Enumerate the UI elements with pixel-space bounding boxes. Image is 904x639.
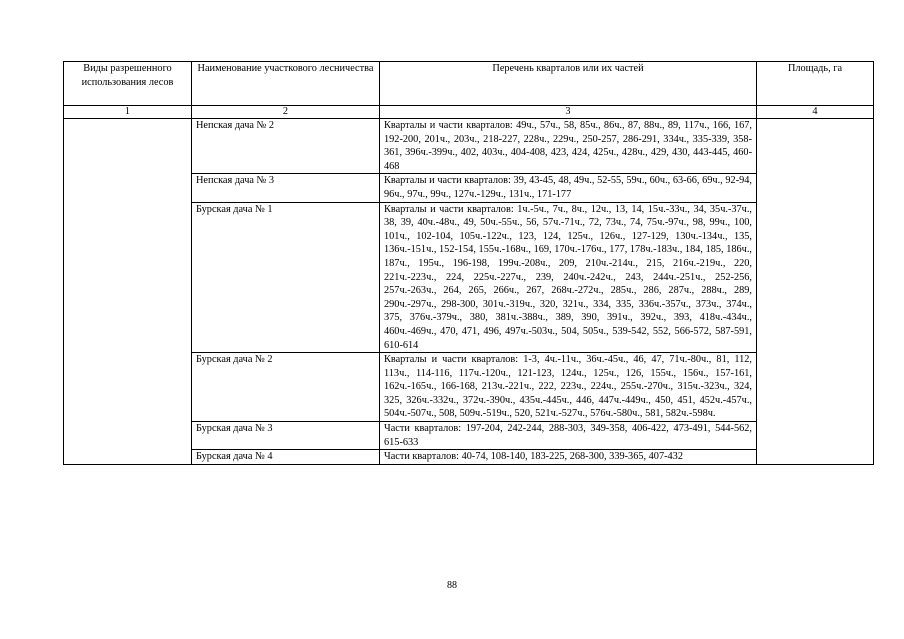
quarters-cell: Части кварталов: 40-74, 108-140, 183-225, 268-300, 339-365, 407-432 [380,450,757,465]
quarters-cell: Кварталы и части кварталов: 49ч., 57ч., 58, 85ч., 86ч., 87, 88ч., 89, 117ч., 166, 167, 192-200, 201ч., 203ч., 218-227, 228ч., 229ч., 250-257, 286-291, 334ч., 335-339, 358-361, 396ч.-399ч., 402, 403ч., 404-408, 423, 424, 425ч., 428ч., 429, 430, 443-445, 460-468 [380,119,757,174]
column-number-row [64,106,874,119]
page-number: 88 [447,580,457,591]
header-usage-types: Виды разрешенного использования лесов [64,62,192,106]
forestry-name-cell: Непская дача № 3 [192,174,380,202]
header-row [64,62,874,106]
quarters-cell: Кварталы и части кварталов: 1ч.-5ч., 7ч., 8ч., 12ч., 13, 14, 15ч.-33ч., 34, 35ч.-37ч., 38, 39, 40ч.-48ч., 49, 50ч.-55ч., 56, 57ч.-71ч., 72, 73ч., 74, 75ч.-97ч., 98, 99ч., 100, 101ч., 102-104, 105ч.-122ч., 123, 124, 125ч., 126ч., 127-129, 130ч.-134ч., 135, 136ч.-151ч., 152-154, 155ч.-168ч., 169, 170ч.-176ч., 177, 178ч.-183ч., 184, 185, 186ч., 187ч., 195ч., 196-198, 199ч.-208ч., 209, 210ч.-214ч., 215, 216ч.-219ч., 220, 221ч.-223ч., 224, 225ч.-227ч., 239, 240ч.-242ч., 243, 244ч.-251ч., 252-256, 257ч.-263ч., 264, 265, 266ч., 267, 268ч.-272ч., 285ч., 286, 287ч., 288ч., 289, 290ч.-297ч., 298-300, 301ч.-319ч., 320, 321ч., 334, 335, 336ч.-357ч., 373ч., 374ч., 375, 376ч.-379ч., 380, 381ч.-388ч., 389, 390, 391ч., 392ч., 393, 418ч.-434ч., 460ч.-469ч., 470, 471, 496, 497ч.-503ч., 504, 505ч., 539-542, 552, 566-572, 587-591, 610-614 [380,202,757,353]
forestry-table [63,61,874,465]
usage-type-cell [64,119,192,465]
column-number: 3 [380,106,757,119]
table-row [64,119,874,174]
forestry-name-cell: Бурская дача № 4 [192,450,380,465]
header-quarters-list: Перечень кварталов или их частей [380,62,757,106]
quarters-cell: Кварталы и части кварталов: 39, 43-45, 48, 49ч., 52-55, 59ч., 60ч., 63-66, 69ч., 92-94, 96ч., 97ч., 99ч., 127ч.-129ч., 131ч., 171-177 [380,174,757,202]
forestry-name-cell: Бурская дача № 2 [192,353,380,422]
quarters-cell: Части кварталов: 197-204, 242-244, 288-303, 349-358, 406-422, 473-491, 544-562, 615-633 [380,422,757,450]
forestry-name-cell: Непская дача № 2 [192,119,380,174]
header-area: Площадь, га [757,62,874,106]
forestry-name-cell: Бурская дача № 3 [192,422,380,450]
column-number: 2 [192,106,380,119]
column-number: 4 [757,106,874,119]
forestry-name-cell: Бурская дача № 1 [192,202,380,353]
header-forestry-name: Наименование участкового лесничества [192,62,380,106]
area-cell [757,119,874,465]
column-number: 1 [64,106,192,119]
quarters-cell: Кварталы и части кварталов: 1-3, 4ч.-11ч., 36ч.-45ч., 46, 47, 71ч.-80ч., 81, 112, 113ч., 114-116, 117ч.-120ч., 121-123, 124ч., 125ч., 126, 155ч., 156ч., 157-161, 162ч.-165ч., 166-168, 213ч.-221ч., 222, 223ч., 224ч., 255ч.-270ч., 315ч.-323ч., 324, 325, 326ч.-332ч., 372ч.-390ч., 435ч.-445ч., 446, 447ч.-449ч., 450, 451, 452ч.-457ч., 504ч.-507ч., 508, 509ч.-519ч., 520, 521ч.-527ч., 576ч.-580ч., 581, 582ч.-598ч. [380,353,757,422]
